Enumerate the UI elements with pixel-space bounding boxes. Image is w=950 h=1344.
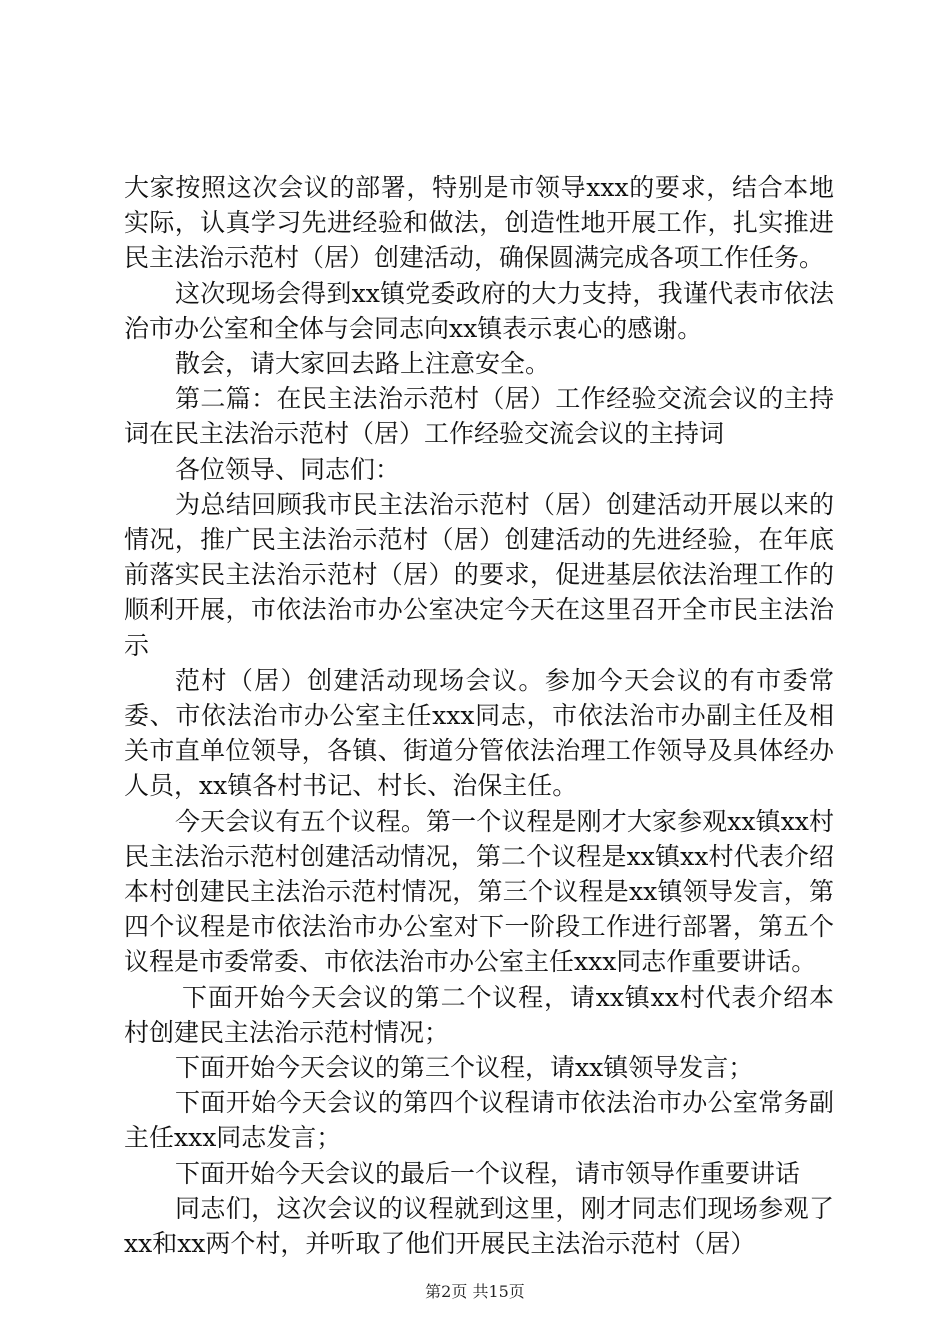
paragraph-3: 散会，请大家回去路上注意安全。 — [175, 349, 551, 379]
paragraph-9: 下面开始今天会议的第二个议程，请xx镇xx村代表介绍本村创建民主法治示范村情况； — [124, 982, 834, 1047]
page-number-footer: 第2页 共15页 — [425, 1282, 525, 1301]
paragraph-1: 大家按照这次会议的部署，特别是市领导xxx的要求，结合本地实际，认真学习先进经验和做法，创造性地开展工作，扎实推进民主法治示范村（居）创建活动，确保圆满完成各项工作任务。 — [124, 173, 834, 273]
paragraph-12: 下面开始今天会议的最后一个议程，请市领导作重要讲话 — [175, 1158, 801, 1188]
paragraph-2: 这次现场会得到xx镇党委政府的大力支持，我谨代表市依法治市办公室和全体与会同志向xx镇表示衷心的感谢。 — [124, 278, 834, 343]
paragraph-8: 今天会议有五个议程。第一个议程是刚才大家参观xx镇xx村民主法治示范村创建活动情况，第二个议程是xx镇xx村代表介绍本村创建民主法治示范村情况，第三个议程是xx镇领导发言，第四个议程是市依法治市办公室对下一阶段工作进行部署，第五个议程是市委常委、市依法治市办公室主任xxx同志作重要讲话。 — [124, 806, 834, 977]
paragraph-6: 为总结回顾我市民主法治示范村（居）创建活动开展以来的情况，推广民主法治示范村（居）创建活动的先进经验，在年底前落实民主法治示范村（居）的要求，促进基层依法治理工作的顺利开展，市依法治市办公室决定今天在这里召开全市民主法治示 — [124, 489, 834, 660]
paragraph-13: 同志们，这次会议的议程就到这里，刚才同志们现场参观了xx和xx两个村，并听取了他们开展民主法治示范村（居） — [124, 1193, 834, 1259]
paragraph-11: 下面开始今天会议的第四个议程请市依法治市办公室常务副主任xxx同志发言； — [124, 1088, 834, 1153]
paragraph-7: 范村（居）创建活动现场会议。参加今天会议的有市委常委、市依法治市办公室主任xxx同志，市依法治市办副主任及相关市直单位领导，各镇、街道分管依法治理工作领导及具体经办人员，xx镇各村书记、村长、治保主任。 — [124, 665, 834, 801]
salutation: 各位领导、同志们： — [175, 454, 401, 484]
section-heading: 第二篇：在民主法治示范村（居）工作经验交流会议的主持词在民主法治示范村（居）工作经验交流会议的主持词 — [124, 384, 834, 449]
document-body — [124, 170, 834, 1261]
paragraph-10: 下面开始今天会议的第三个议程，请xx镇领导发言； — [175, 1053, 754, 1083]
